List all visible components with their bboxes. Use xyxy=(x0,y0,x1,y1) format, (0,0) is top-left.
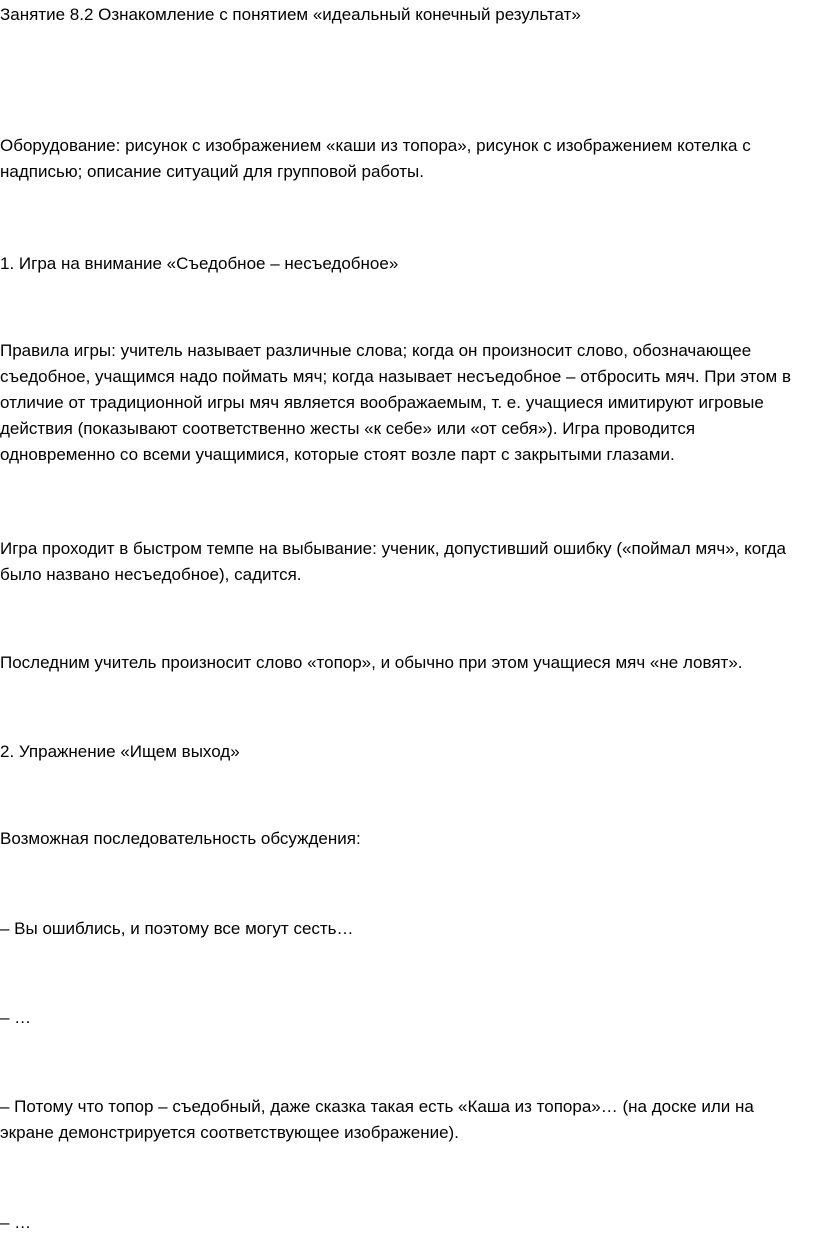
dialogue-line: – … xyxy=(0,1213,32,1232)
section-1-heading: 1. Игра на внимание «Съедобное – несъедобное» xyxy=(0,254,399,273)
section-2-heading: 2. Упражнение «Ищем выход» xyxy=(0,742,240,761)
rules-paragraph: Правила игры: учитель называет различные слова; когда он произносит слово, обозначающее съедобное, учащимся надо поймать мяч; когда называет несъедобное – отбросить мяч. При этом в отличие от традиционной игры мяч является воображаемым, т. е. учащиеся имитируют игровые действия (показывают соответственно жесты «к себе» или «от себя»). Игра проводится одновременно со всеми учащимися, которые стоят возле парт с закрытыми глазами. xyxy=(0,341,791,464)
dialogue-line: – Вы ошиблись, и поэтому все могут сесть… xyxy=(0,919,354,938)
sequence-intro: Возможная последовательность обсуждения: xyxy=(0,829,361,848)
dialogue-line: – Потому что топор – съедобный, даже сказка такая есть «Каша из топора»… (на доске или на экране демонстрируется соответствующее изображение). xyxy=(0,1097,754,1142)
lesson-title: Занятие 8.2 Ознакомление с понятием «идеальный конечный результат» xyxy=(0,5,581,24)
dialogue-line: – … xyxy=(0,1008,32,1027)
equipment-paragraph: Оборудование: рисунок с изображением «каши из топора», рисунок с изображением котелка с надписью; описание ситуаций для групповой работы. xyxy=(0,136,751,181)
game-pace-paragraph: Игра проходит в быстром темпе на выбывание: ученик, допустивший ошибку («поймал мяч», когда было названо несъедобное), садится. xyxy=(0,539,786,584)
last-word-paragraph: Последним учитель произносит слово «топор», и обычно при этом учащиеся мяч «не ловят». xyxy=(0,653,743,672)
